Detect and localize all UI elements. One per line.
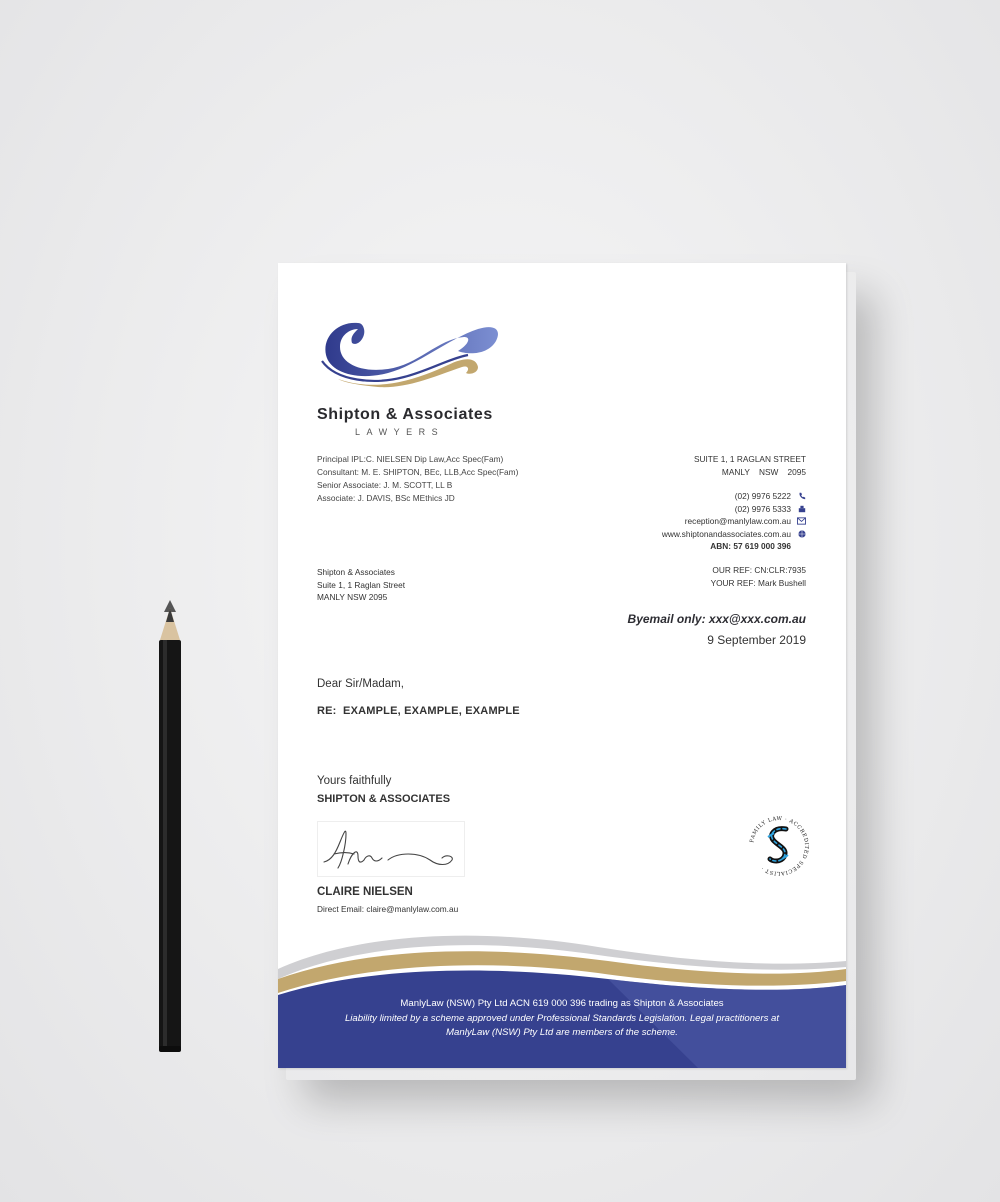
closing-firm: SHIPTON & ASSOCIATES bbox=[317, 793, 451, 805]
pencil bbox=[150, 600, 190, 1060]
footer-line: ManlyLaw (NSW) Pty Ltd ACN 619 000 396 trading as Shipton & Associates bbox=[400, 998, 724, 1009]
delivery-method: Byemail only: xxx@xxx.com.au bbox=[627, 612, 806, 626]
phone-icon bbox=[797, 492, 806, 501]
contact-website bbox=[662, 528, 806, 541]
your-ref: YOUR REF: Mark Bushell bbox=[710, 577, 806, 588]
fax-number: (02) 9976 5333 bbox=[734, 503, 791, 514]
footer-disclaimer bbox=[278, 997, 846, 1041]
address-line: SUITE 1, 1 RAGLAN STREET bbox=[693, 454, 806, 464]
our-ref: OUR REF: CN:CLR:7935 bbox=[712, 565, 806, 575]
contact-email bbox=[662, 515, 806, 528]
abn-number: ABN: 57 619 000 396 bbox=[710, 541, 791, 551]
contact-fax bbox=[662, 503, 806, 516]
email-address: reception@manlylaw.com.au bbox=[684, 516, 791, 526]
contact-list bbox=[662, 490, 806, 553]
fax-icon bbox=[797, 504, 806, 513]
recipient-address bbox=[317, 566, 405, 604]
firm-name: Shipton & Associates bbox=[317, 406, 493, 423]
staff-line: Senior Associate: J. M. SCOTT, LL B bbox=[317, 480, 453, 490]
signer-email: Direct Email: claire@manlylaw.com.au bbox=[317, 904, 459, 914]
staff-line: Principal IPL:C. NIELSEN Dip Law,Acc Spec(Fam) bbox=[317, 454, 504, 464]
re-line: RE: EXAMPLE, EXAMPLE, EXAMPLE bbox=[317, 705, 520, 717]
signature bbox=[317, 821, 465, 877]
salutation: Dear Sir/Madam, bbox=[317, 678, 404, 690]
footer-line: Liability limited by a scheme approved under Professional Standards Legislation. Legal practitioners at bbox=[344, 1012, 780, 1024]
firm-address bbox=[694, 453, 806, 479]
firm-logo-icon bbox=[318, 315, 508, 395]
letter-date: 9 September 2019 bbox=[707, 633, 806, 647]
references bbox=[711, 564, 806, 589]
recipient-line: Shipton & Associates bbox=[317, 567, 395, 577]
valediction: Yours faithfully bbox=[317, 775, 392, 787]
staff-line: Associate: J. DAVIS, BSc MEthics JD bbox=[317, 493, 455, 503]
letter-sheet bbox=[278, 263, 846, 1068]
svg-text:FAMILY LAW · ACCREDITED SPECIA: FAMILY LAW · ACCREDITED SPECIALIST · bbox=[749, 815, 810, 877]
staff-list bbox=[317, 453, 518, 505]
phone-number: (02) 9976 5222 bbox=[734, 491, 791, 501]
firm-subtitle: LAWYERS bbox=[355, 427, 445, 437]
globe-icon bbox=[797, 529, 806, 538]
accredited-specialist-seal bbox=[748, 815, 810, 877]
signer-name: CLAIRE NIELSEN bbox=[317, 886, 413, 898]
footer-line: ManlyLaw (NSW) Pty Ltd are members of the scheme. bbox=[446, 1027, 678, 1038]
recipient-line: MANLY NSW 2095 bbox=[317, 592, 388, 602]
address-line: MANLY NSW 2095 bbox=[721, 467, 806, 477]
staff-line: Consultant: M. E. SHIPTON, BEc, LLB,Acc Spec(Fam) bbox=[317, 467, 519, 477]
email-icon bbox=[797, 517, 806, 526]
recipient-line: Suite 1, 1 Raglan Street bbox=[317, 579, 406, 590]
contact-phone bbox=[662, 490, 806, 503]
website-url: www.shiptonandassociates.com.au bbox=[661, 528, 791, 539]
signature-image bbox=[318, 822, 464, 876]
